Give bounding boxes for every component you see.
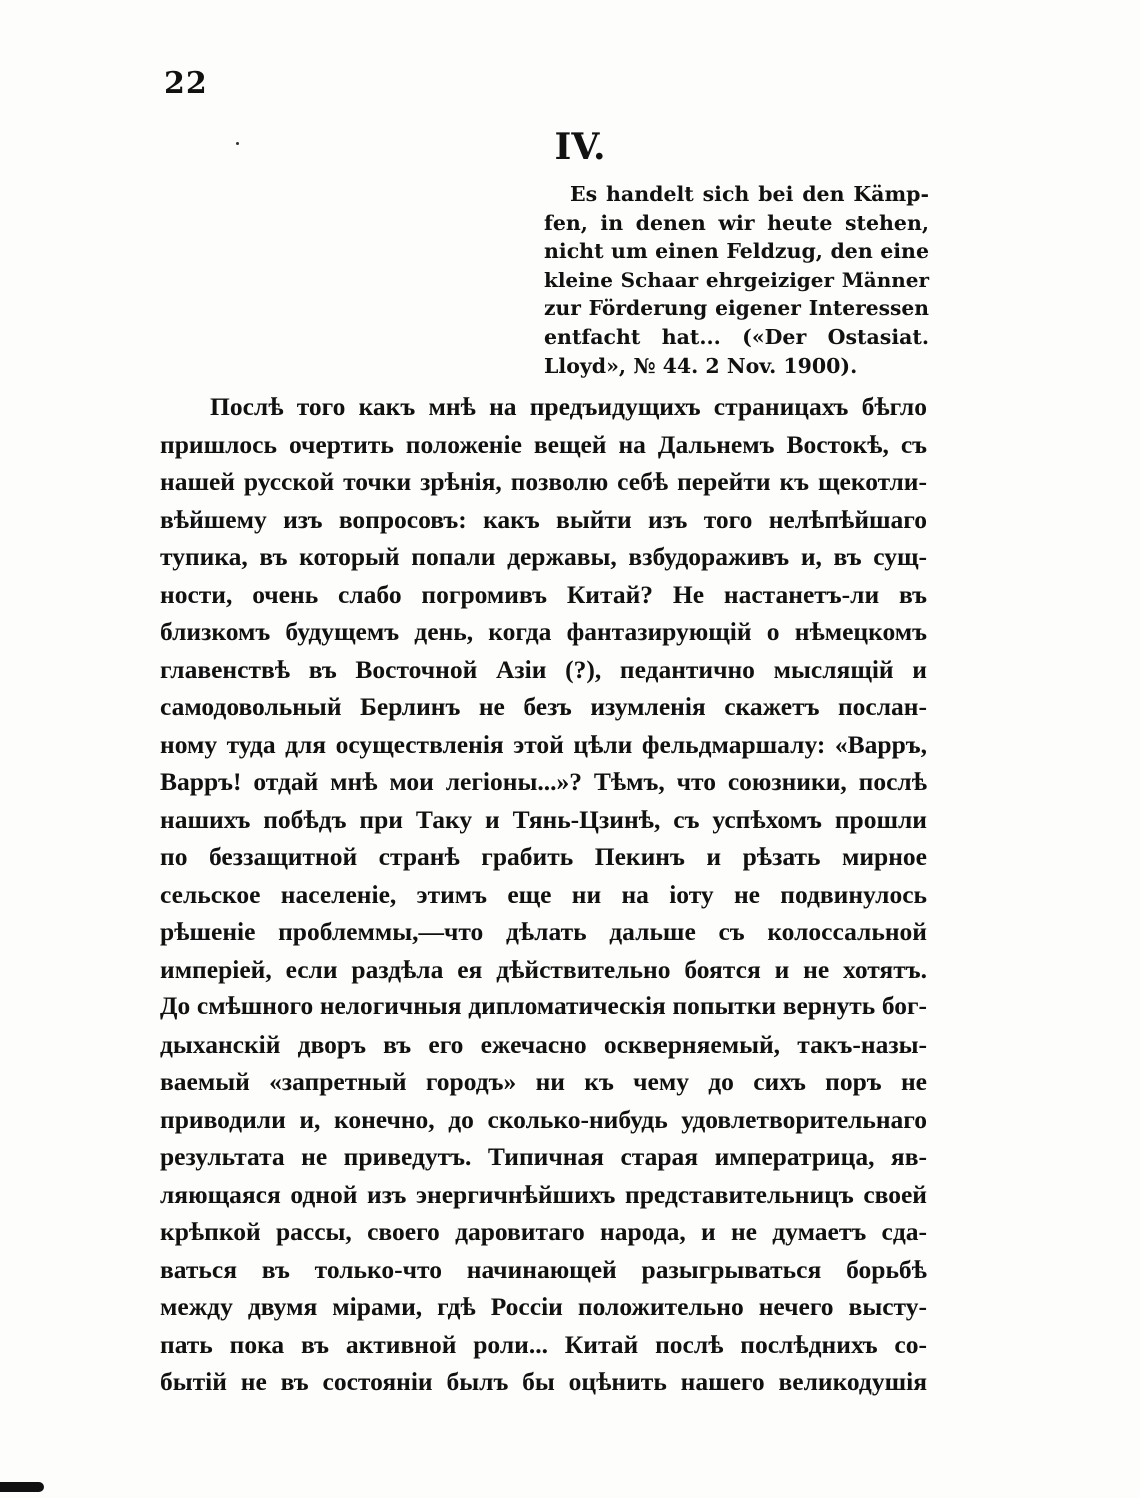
- body-line: приводили и, конечно, до сколько-нибудь удовлетворительнаго: [160, 1104, 927, 1134]
- body-line: ваемый «запретный городъ» ни къ чему до сихъ поръ не: [160, 1067, 927, 1096]
- epigraph-line: Lloyd», № 44. 2 Nov. 1900).: [544, 353, 858, 378]
- body-line: между двумя мірами, гдѣ Россіи положительно нечего высту-: [160, 1292, 927, 1321]
- epigraph-line: zur Förderung eigener Interessen: [544, 296, 929, 321]
- body-paragraph: [160, 388, 927, 1401]
- body-line: сельское населеніе, этимъ еще ни на іоту не подвинулось: [160, 879, 927, 909]
- body-line: дыханскій дворъ въ его ежечасно оскверняемый, такъ-назы-: [160, 1029, 927, 1059]
- body-line: Послѣ того какъ мнѣ на предъидущихъ страницахъ бѣгло: [210, 392, 927, 421]
- body-line: главенствѣ въ Восточной Азіи (?), педантично мыслящій и: [160, 654, 927, 684]
- body-line: пать пока въ активной роли... Китай послѣ послѣднихъ со-: [160, 1329, 927, 1359]
- body-line: нашей русской точки зрѣнія, позволю себѣ перейти къ щекотли-: [160, 467, 927, 496]
- body-line: До смѣшного нелогичныя дипломатическія попытки вернуть бог-: [160, 992, 927, 1020]
- body-line: результата не приведутъ. Типичная старая императрица, яв-: [160, 1142, 927, 1171]
- body-line: пришлось очертить положеніе вещей на Дальнемъ Востокѣ, съ: [160, 429, 927, 459]
- body-line: нашихъ побѣдъ при Таку и Тянь-Цзинѣ, съ успѣхомъ прошли: [160, 804, 927, 834]
- body-line: по беззащитной странѣ грабить Пекинъ и рѣзать мирное: [160, 842, 927, 871]
- body-line: имперіей, если раздѣла ея дѣйствительно боятся и не хотятъ.: [160, 954, 927, 984]
- page-number: 22: [164, 66, 208, 101]
- body-line: ляющаяся одной изъ энергичнѣйшихъ представительницъ своей: [160, 1179, 927, 1209]
- body-line: Варръ! отдай мнѣ мои легіоны...»? Тѣмъ, что союзники, послѣ: [160, 767, 927, 796]
- epigraph-line: Es handelt sich bei den Kämp-: [570, 182, 929, 206]
- body-line: вѣйшему изъ вопросовъ: какъ выйти изъ того нелѣпѣйшаго: [160, 504, 927, 534]
- epigraph-line: fen, in denen wir heute stehen,: [544, 210, 929, 235]
- body-line: близкомъ будущемъ день, когда фантазирующій о нѣмецкомъ: [160, 617, 927, 646]
- body-line: рѣшеніе проблеммы,—что дѣлать дальше съ колоссальной: [160, 917, 927, 946]
- scan-edge-mark: [0, 1482, 44, 1492]
- body-line: ному туда для осуществленія этой цѣли фельдмаршалу: «Варръ,: [160, 729, 927, 759]
- epigraph-line: nicht um einen Feldzug, den eine: [544, 239, 929, 264]
- body-line: тупика, въ который попали державы, взбудораживъ и, въ сущ-: [160, 542, 927, 571]
- body-line: ваться въ только-что начинающей разыгрываться борьбѣ: [160, 1254, 927, 1284]
- body-line: бытій не въ состояніи былъ бы оцѣнить нашего великодушія: [160, 1367, 927, 1396]
- chapter-heading: IV.: [554, 126, 606, 168]
- body-line: самодовольный Берлинъ не безъ изумленія скажетъ послан-: [160, 692, 927, 721]
- epigraph: [544, 180, 929, 380]
- epigraph-line: kleine Schaar ehrgeiziger Männer: [544, 267, 929, 292]
- body-line: ности, очень слабо погромивъ Китай? Не настанетъ-ли въ: [160, 579, 927, 609]
- body-line: крѣпкой рассы, своего даровитаго народа, и не думаетъ сда-: [160, 1217, 927, 1246]
- epigraph-line: entfacht hat... («Der Ostasiat.: [544, 324, 929, 349]
